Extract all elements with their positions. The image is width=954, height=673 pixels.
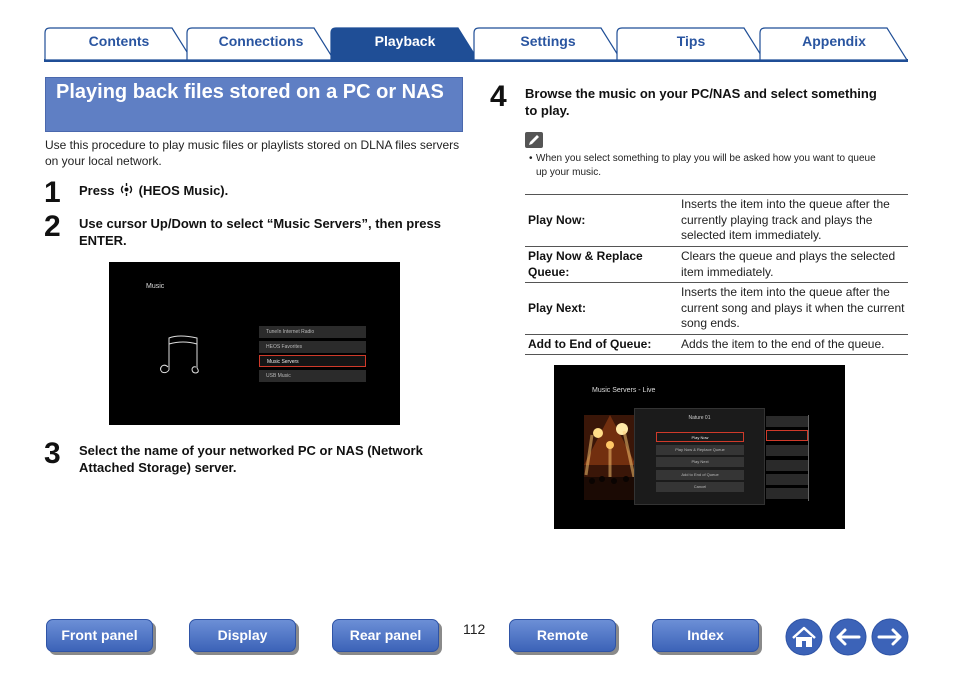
page-title: Playing back files stored on a PC or NAS — [56, 81, 444, 103]
step-3-text: Select the name of your networked PC or NAS (Network Attached Storage) server. — [79, 443, 423, 475]
tab-label: Contents — [88, 33, 150, 49]
list-row-selected — [766, 430, 808, 441]
display-button[interactable] — [189, 619, 299, 655]
music-note-icon — [157, 332, 203, 378]
list-row — [766, 488, 808, 499]
section-title-box — [45, 77, 463, 132]
list-row — [766, 474, 808, 485]
tv-screen-music-menu — [109, 262, 400, 425]
list-row — [766, 460, 808, 471]
tab-label: Connections — [218, 33, 304, 49]
step-1-before: Press — [79, 183, 115, 198]
table-row — [525, 247, 908, 283]
tv-screen-queue-popup — [554, 365, 845, 529]
list-row — [766, 416, 808, 427]
table-row — [525, 195, 908, 247]
remote-button[interactable] — [509, 619, 619, 655]
index-button[interactable] — [652, 619, 762, 655]
tab-settings[interactable] — [473, 27, 623, 60]
tab-playback[interactable] — [330, 27, 480, 60]
option-desc: Adds the item to the end of the queue. — [678, 335, 908, 355]
step-number: 2 — [44, 210, 61, 243]
button-label: Index — [687, 627, 724, 643]
play-now-replace-queue-button[interactable]: Play Now & Replace Queue — [656, 445, 744, 455]
home-icon[interactable] — [785, 618, 823, 656]
album-art-concert-image — [584, 415, 636, 500]
cancel-button[interactable]: Cancel — [656, 482, 744, 492]
step-4-text: Browse the music on your PC/NAS and select something to play. — [525, 86, 877, 118]
pencil-icon — [525, 132, 543, 148]
option-desc: Inserts the item into the queue after the current song and plays it when the current song ends. — [678, 283, 908, 335]
table-row — [525, 283, 908, 335]
option-name: Add to End of Queue: — [525, 335, 678, 355]
button-label: Display — [217, 627, 268, 643]
button-label: Rear panel — [349, 627, 422, 643]
note-pencil-icon — [525, 132, 543, 148]
screen-title: Music Servers - Live — [592, 387, 656, 394]
step-number: 4 — [490, 80, 507, 113]
screen-title: Music — [146, 283, 165, 290]
tab-label: Tips — [676, 33, 706, 49]
table-row — [525, 335, 908, 355]
queue-options-table — [525, 194, 908, 355]
play-now-button[interactable]: Play Now — [656, 432, 744, 442]
tab-contents[interactable] — [44, 27, 194, 60]
tab-appendix[interactable] — [759, 27, 909, 60]
arrow-left-icon[interactable] — [829, 618, 867, 656]
add-to-end-of-queue-button[interactable]: Add to End of Queue — [656, 470, 744, 480]
scrollbar-track — [808, 415, 809, 501]
tab-connections[interactable] — [186, 27, 336, 60]
button-label: Remote — [536, 627, 589, 643]
step-number: 3 — [44, 437, 61, 470]
tab-label: Playback — [374, 33, 436, 49]
tab-bar — [0, 0, 954, 64]
tab-label: Settings — [520, 33, 576, 49]
step-1-after: (HEOS Music). — [138, 183, 229, 198]
step-1-text — [79, 182, 228, 199]
list-row — [766, 445, 808, 456]
intro-text: Use this procedure to play music files or playlists stored on DLNA files servers on your local network. — [45, 138, 460, 168]
option-desc: Inserts the item into the queue after the currently playing track and plays the selected item immediately. — [678, 195, 908, 247]
menu-item-tunein[interactable]: TuneIn Internet Radio — [259, 326, 366, 338]
rear-panel-button[interactable] — [332, 619, 442, 655]
play-next-button[interactable]: Play Next — [656, 457, 744, 467]
page-number: 112 — [463, 621, 486, 637]
button-label: Front panel — [61, 627, 138, 643]
popup-title: Nature 01 — [688, 415, 711, 421]
queue-popup — [634, 408, 765, 505]
front-panel-button[interactable] — [46, 619, 156, 655]
option-name: Play Now: — [525, 195, 678, 247]
step-2-text: Use cursor Up/Down to select “Music Servers”, then press ENTER. — [79, 216, 441, 248]
arrow-right-icon[interactable] — [871, 618, 909, 656]
option-name: Play Next: — [525, 283, 678, 335]
tab-label: Appendix — [802, 33, 866, 49]
heos-music-icon — [120, 182, 133, 197]
tip-text: • When you select something to play you will be asked how you want to queue up your music. — [529, 152, 889, 180]
tab-tips[interactable] — [616, 27, 766, 60]
option-name: Play Now & Replace Queue: — [525, 247, 678, 283]
menu-item-music-servers[interactable]: Music Servers — [259, 355, 366, 367]
menu-item-heos-favorites[interactable]: HEOS Favorites — [259, 341, 366, 353]
option-desc: Clears the queue and plays the selected item immediately. — [678, 247, 908, 283]
step-number: 1 — [44, 176, 61, 209]
menu-item-usb-music[interactable]: USB Music — [259, 370, 366, 382]
